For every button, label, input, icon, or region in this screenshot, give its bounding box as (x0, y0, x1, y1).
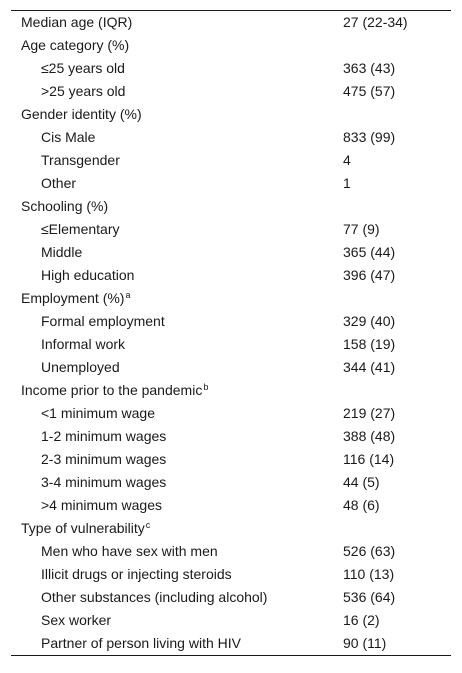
row-value (343, 34, 461, 57)
row-label: Informal work (41, 336, 126, 352)
row-label: >4 minimum wages (41, 497, 162, 513)
row-label-cell (11, 149, 343, 172)
table-row (11, 310, 461, 333)
row-value: 16 (2) (343, 612, 380, 628)
table-row (11, 471, 461, 494)
row-label-cell (11, 264, 343, 287)
table-row (11, 494, 461, 517)
row-label: ≤25 years old (41, 60, 125, 76)
table-row (11, 80, 461, 103)
row-label-cell (11, 241, 343, 264)
row-label-cell (11, 218, 343, 241)
row-label: Men who have sex with men (41, 543, 218, 559)
table-section-row (11, 195, 461, 218)
table-row (11, 126, 461, 149)
table-row (11, 563, 461, 586)
row-label-cell (11, 80, 343, 103)
table-section-row (11, 517, 461, 540)
table-row (11, 57, 461, 80)
row-label: Other (41, 175, 77, 191)
row-value: 158 (19) (343, 336, 396, 352)
row-label-cell (11, 11, 343, 34)
footnote-marker: b (203, 382, 209, 392)
table-row (11, 632, 461, 655)
row-value: 4 (343, 152, 351, 168)
row-label-cell (11, 609, 343, 632)
row-label: Type of vulnerability (21, 520, 145, 536)
table-row (11, 264, 461, 287)
row-value: 90 (11) (343, 635, 387, 651)
row-label-cell (11, 448, 343, 471)
row-value: 833 (99) (343, 129, 396, 145)
row-label: >25 years old (41, 83, 126, 99)
row-value: 365 (44) (343, 244, 396, 260)
row-label: Sex worker (41, 612, 112, 628)
row-label: Median age (IQR) (21, 14, 133, 30)
table-section-row (11, 103, 461, 126)
row-value (343, 379, 461, 402)
table-row (11, 241, 461, 264)
table-row (11, 609, 461, 632)
row-label-cell (11, 425, 343, 448)
row-label-cell (11, 126, 343, 149)
table-section-row (11, 379, 461, 402)
row-value: 329 (40) (343, 313, 396, 329)
row-label-cell (11, 103, 343, 126)
row-label-cell (11, 402, 343, 425)
table-body (11, 11, 461, 655)
row-label-cell (11, 195, 343, 218)
row-value (343, 195, 461, 218)
row-label-cell (11, 517, 343, 540)
table-row (11, 333, 461, 356)
row-label: ≤Elementary (41, 221, 120, 237)
row-label-cell (11, 379, 343, 402)
table-section-row (11, 287, 461, 310)
row-label: 3-4 minimum wages (41, 474, 167, 490)
row-label: Transgender (41, 152, 120, 168)
row-label-cell (11, 310, 343, 333)
table-row (11, 448, 461, 471)
row-value: 27 (22-34) (343, 14, 408, 30)
footnote-marker: c (145, 520, 151, 530)
row-value: 536 (64) (343, 589, 396, 605)
row-value: 388 (48) (343, 428, 396, 444)
row-label: Employment (%) (21, 290, 125, 306)
table-bottom-rule (11, 655, 451, 656)
row-label: Middle (41, 244, 83, 260)
row-label-cell (11, 34, 343, 57)
row-value: 344 (41) (343, 359, 396, 375)
row-label-cell (11, 540, 343, 563)
row-value: 77 (9) (343, 221, 380, 237)
row-value: 48 (6) (343, 497, 380, 513)
row-label: Age category (%) (21, 37, 130, 53)
row-label-cell (11, 287, 343, 310)
row-value: 110 (13) (343, 566, 395, 582)
row-label-cell (11, 57, 343, 80)
table-row (11, 149, 461, 172)
row-label: Unemployed (41, 359, 120, 375)
characteristics-table (11, 10, 451, 656)
row-value: 363 (43) (343, 60, 396, 76)
row-label-cell (11, 494, 343, 517)
row-label: Formal employment (41, 313, 165, 329)
row-value: 526 (63) (343, 543, 396, 559)
table-row (11, 356, 461, 379)
row-value: 475 (57) (343, 83, 396, 99)
table-row (11, 540, 461, 563)
row-label-cell (11, 471, 343, 494)
row-label-cell (11, 586, 343, 609)
table-row (11, 586, 461, 609)
row-label: Partner of person living with HIV (41, 635, 241, 651)
row-label-cell (11, 333, 343, 356)
row-label: 1-2 minimum wages (41, 428, 167, 444)
row-label: <1 minimum wage (41, 405, 155, 421)
table-rows (11, 11, 461, 655)
row-label: Schooling (%) (21, 198, 109, 214)
row-value: 1 (343, 175, 351, 191)
row-label: Gender identity (%) (21, 106, 142, 122)
table-row (11, 172, 461, 195)
row-label-cell (11, 563, 343, 586)
row-value: 219 (27) (343, 405, 396, 421)
row-value (343, 287, 461, 310)
row-label: Illicit drugs or injecting steroids (41, 566, 232, 582)
table-row (11, 218, 461, 241)
row-value: 44 (5) (343, 474, 380, 490)
row-value: 396 (47) (343, 267, 396, 283)
row-label-cell (11, 356, 343, 379)
row-value (343, 103, 461, 126)
table-row (11, 425, 461, 448)
row-label-cell (11, 172, 343, 195)
row-value (343, 517, 461, 540)
row-label: High education (41, 267, 135, 283)
row-value: 116 (14) (343, 451, 395, 467)
table-row (11, 402, 461, 425)
row-label-cell (11, 632, 343, 655)
row-label: Income prior to the pandemic (21, 382, 203, 398)
footnote-marker: a (125, 290, 131, 300)
row-label: Cis Male (41, 129, 96, 145)
row-label: Other substances (including alcohol) (41, 589, 268, 605)
table-section-row (11, 11, 461, 34)
row-label: 2-3 minimum wages (41, 451, 167, 467)
table-section-row (11, 34, 461, 57)
